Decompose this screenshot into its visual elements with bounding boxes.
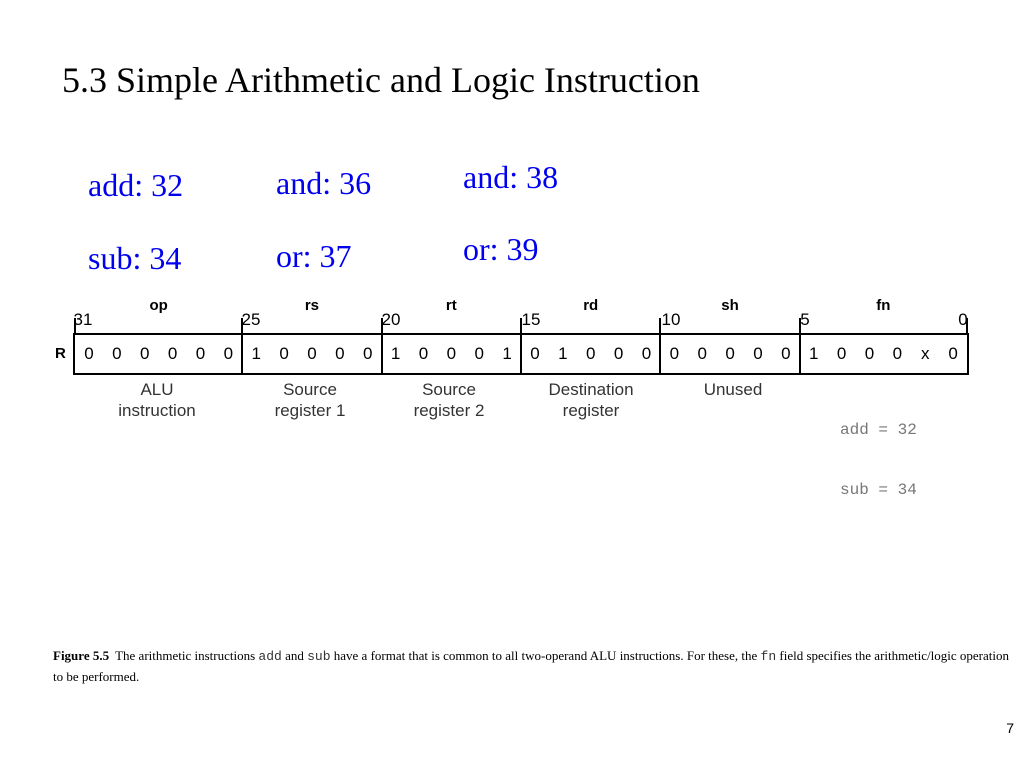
caption-text: The arithmetic instructions	[115, 648, 259, 663]
bit-cell: 0	[836, 344, 847, 363]
function-code-or-39: or: 39	[463, 231, 539, 267]
field-description-rd	[548, 379, 633, 421]
bit-cell: 0	[279, 344, 289, 363]
bit-cell: 0	[948, 344, 958, 363]
bit-position-label: 20	[381, 310, 401, 329]
field-divider	[381, 335, 383, 373]
bit-cell: 1	[390, 344, 401, 363]
description-line: register	[562, 401, 620, 420]
description-line: register 1	[274, 401, 346, 420]
bit-cell: 0	[669, 344, 680, 363]
bit-cell: 0	[864, 344, 875, 363]
caption-label: Figure 5.5	[53, 648, 110, 663]
field-name-sh: sh	[721, 297, 739, 314]
caption-code-fn: fn	[760, 649, 777, 664]
field-name-rd: rd	[583, 297, 599, 314]
caption-code-sub: sub	[307, 649, 331, 664]
caption-text: have a format that is common to all two-operand ALU instructions. For these, the	[330, 648, 761, 663]
field-name-rt: rt	[445, 297, 457, 314]
description-line: ALU	[140, 380, 174, 399]
bit-cell: 0	[362, 344, 373, 363]
bit-cell: 0	[697, 344, 707, 363]
bit-cell: 0	[307, 344, 317, 363]
description-line: Source	[422, 380, 476, 399]
bit-cell: 0	[223, 344, 234, 363]
bit-cell: 1	[558, 344, 568, 363]
bit-cell: x	[920, 344, 930, 363]
function-code-or-37: or: 37	[276, 238, 352, 274]
bit-cell: 0	[446, 344, 457, 363]
field-divider	[520, 335, 522, 373]
field-divider	[241, 335, 243, 373]
bit-position-label: 25	[241, 310, 261, 329]
field-name-rs: rs	[304, 297, 320, 314]
description-line: Source	[283, 380, 337, 399]
fn-code-list	[840, 380, 917, 540]
field-description-rt	[414, 379, 485, 421]
field-description-sh	[704, 379, 763, 400]
field-description-op	[118, 379, 195, 421]
bit-cell: 0	[167, 344, 178, 363]
function-code-add: add: 32	[88, 167, 184, 203]
bit-position-label: 10	[661, 310, 681, 329]
field-divider	[659, 335, 661, 373]
description-line: instruction	[118, 401, 196, 420]
bit-position-label: 15	[521, 310, 541, 329]
row-label: R	[55, 345, 66, 362]
bit-cell: 0	[474, 344, 484, 363]
fn-code-sub: sub = 34	[840, 481, 917, 499]
bit-cell: 0	[84, 344, 94, 363]
bit-cell: 0	[725, 344, 735, 363]
bit-cell: 0	[753, 344, 763, 363]
bit-position-label: 5	[800, 310, 810, 329]
bit-cell: 0	[139, 344, 150, 363]
figure-caption	[53, 646, 1018, 687]
bit-cell: 0	[530, 344, 540, 363]
function-code-and-38: and: 38	[463, 159, 559, 195]
field-divider	[799, 335, 801, 373]
bit-cell: 1	[251, 344, 261, 363]
description-line: register 2	[413, 401, 485, 420]
bit-cell: 0	[195, 344, 206, 363]
page-number: 7	[1006, 720, 1014, 736]
bit-cell: 0	[781, 344, 791, 363]
caption-text: and	[281, 648, 308, 663]
register-bit-row	[73, 333, 969, 375]
bit-position-label: 0	[958, 310, 968, 329]
caption-code-add: add	[258, 649, 282, 664]
bit-cell: 1	[502, 344, 512, 363]
bit-position-label: 31	[73, 310, 93, 329]
field-name-fn: fn	[876, 297, 891, 314]
bit-cell: 0	[641, 344, 652, 363]
function-code-and-36: and: 36	[276, 165, 372, 201]
fn-code-add: add = 32	[840, 421, 917, 439]
description-line: Unused	[703, 380, 763, 399]
bit-cell: 1	[808, 344, 819, 363]
function-code-sub: sub: 34	[88, 240, 182, 276]
caption-text: field specifies the arithmetic/logic operation to be performed.	[53, 648, 1009, 684]
bit-cell: 0	[892, 344, 903, 363]
field-name-op: op	[149, 297, 168, 314]
slide-title: 5.3 Simple Arithmetic and Logic Instruction	[62, 60, 700, 100]
bit-cell: 0	[418, 344, 429, 363]
field-description-rs	[275, 379, 346, 421]
description-line: Destination	[548, 380, 634, 399]
bit-cell: 0	[335, 344, 345, 363]
bit-cell: 0	[585, 344, 596, 363]
bit-cell: 0	[112, 344, 122, 363]
bit-cell: 0	[613, 344, 624, 363]
